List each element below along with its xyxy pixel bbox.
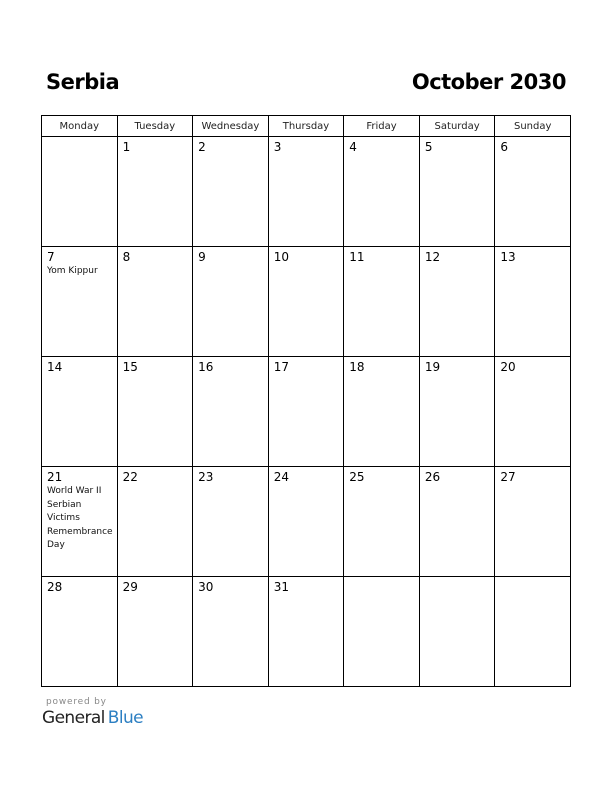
day-cell: [495, 577, 571, 687]
day-cell: [495, 467, 571, 577]
day-number: 4: [349, 140, 357, 154]
day-cell: [419, 577, 495, 687]
weekday-thursday: Thursday: [268, 116, 344, 137]
day-number: 5: [424, 140, 433, 154]
day-cell: [495, 137, 571, 247]
weekday-header-row: [42, 116, 571, 137]
weekday-wednesday: Wednesday: [193, 116, 269, 137]
day-number: [495, 577, 570, 580]
day-cell: [42, 137, 118, 247]
day-number: 30: [198, 580, 214, 594]
day-cell: [419, 467, 495, 577]
day-cell: [268, 467, 344, 577]
day-cell: [42, 357, 118, 467]
day-cell: [344, 577, 420, 687]
day-cell: [419, 357, 495, 467]
day-cell: [117, 467, 193, 577]
weekday-tuesday: Tuesday: [117, 116, 193, 137]
day-number: 20: [500, 360, 516, 374]
day-number: 18: [349, 360, 365, 374]
month-title: October 2030: [411, 70, 566, 94]
day-cell: [117, 577, 193, 687]
day-cell: [495, 247, 571, 357]
day-number: 25: [349, 470, 365, 484]
day-cell: [117, 357, 193, 467]
day-cell: [193, 467, 269, 577]
calendar-grid: [41, 115, 571, 687]
day-number: [420, 577, 495, 580]
day-number: 22: [122, 470, 138, 484]
brand-blue: Blue: [107, 708, 144, 728]
day-number: 8: [122, 250, 131, 264]
day-cell: [117, 137, 193, 247]
day-cell: [268, 577, 344, 687]
day-number: [344, 577, 419, 580]
week-row: [42, 467, 571, 577]
day-number: 29: [122, 580, 138, 594]
day-cell: [193, 137, 269, 247]
day-cell: [268, 137, 344, 247]
week-row: [42, 137, 571, 247]
weekday-monday: Monday: [42, 116, 118, 137]
day-cell: [344, 137, 420, 247]
day-number: 6: [500, 140, 509, 154]
country-title: Serbia: [46, 70, 120, 94]
day-number: 27: [500, 470, 516, 484]
day-number: 17: [273, 360, 289, 374]
day-number: 23: [198, 470, 214, 484]
day-number: 3: [273, 140, 282, 154]
day-number: 14: [47, 360, 63, 374]
day-cell: [344, 247, 420, 357]
day-number: [42, 137, 117, 140]
day-number: 19: [424, 360, 441, 374]
day-cell: [268, 357, 344, 467]
week-row: [42, 247, 571, 357]
day-number: 7: [47, 250, 55, 264]
day-number: 9: [198, 250, 206, 264]
day-cell: [344, 357, 420, 467]
day-number: 13: [500, 250, 516, 264]
day-cell: [268, 247, 344, 357]
day-number: 21: [47, 470, 63, 484]
weekday-saturday: Saturday: [419, 116, 495, 137]
week-row: [42, 357, 571, 467]
day-cell: [42, 247, 118, 357]
day-cell: [344, 467, 420, 577]
week-row: [42, 577, 571, 687]
day-number: 2: [198, 140, 206, 154]
holiday-label: World War II Serbian Victims Remembrance Day: [47, 486, 113, 550]
weekday-sunday: Sunday: [495, 116, 571, 137]
day-number: 1: [122, 140, 131, 154]
brand-general: General: [42, 708, 105, 728]
day-number: 24: [273, 470, 289, 484]
day-number: 11: [349, 250, 365, 264]
day-number: 12: [424, 250, 441, 264]
weekday-friday: Friday: [344, 116, 420, 137]
day-cell: [117, 247, 193, 357]
day-number: 28: [47, 580, 63, 594]
day-number: 15: [122, 360, 138, 374]
day-number: 16: [198, 360, 214, 374]
holiday-label: Yom Kippur: [47, 266, 98, 276]
day-cell: [42, 577, 118, 687]
day-cell: [495, 357, 571, 467]
day-cell: [419, 247, 495, 357]
generalblue-logo: [42, 708, 143, 728]
day-cell: [419, 137, 495, 247]
day-cell: [193, 247, 269, 357]
day-number: 10: [273, 250, 289, 264]
day-number: 31: [273, 580, 289, 594]
day-cell: [193, 357, 269, 467]
powered-by-label: powered by: [46, 697, 107, 707]
day-number: 26: [424, 470, 441, 484]
day-cell: [42, 467, 118, 577]
day-cell: [193, 577, 269, 687]
